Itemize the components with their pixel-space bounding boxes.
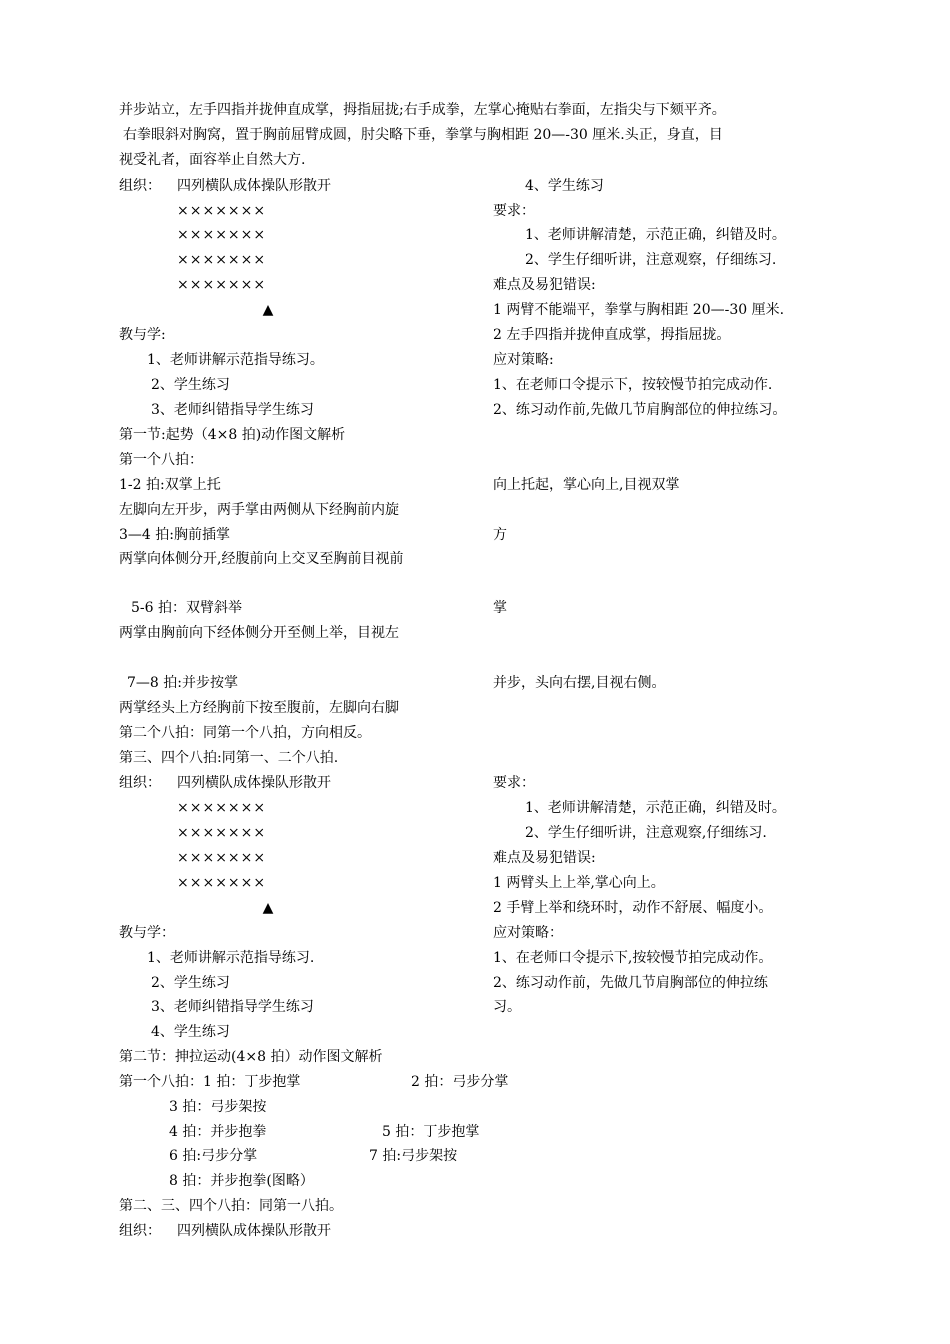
beat-7: 7 拍:弓步架按 [369,1148,458,1164]
formation-row: ××××××× [177,277,267,293]
beat-3-4-continuation: 方 [493,527,507,543]
requirement-item: 1、老师讲解清楚，示范正确，纠错及时。 [525,227,786,243]
beat-1-2-title: 1-2 拍:双掌上托 [119,477,221,493]
requirements-label: 要求： [493,203,535,219]
formation-row: ××××××× [177,252,267,268]
org-text: 四列横队成体操队形散开 [177,1223,331,1239]
teach-step: 1、老师讲解示范指导练习. [147,950,315,966]
second-eight-beats: 第二个八拍：同第一个八拍，方向相反。 [119,725,371,741]
org-text: 四列横队成体操队形散开 [177,178,331,194]
strategy-item: 习。 [493,999,521,1015]
formation-row: ××××××× [177,203,267,219]
teacher-triangle-icon: ▲ [262,900,274,916]
beat-5-6-desc: 两掌由胸前向下经体侧分开至侧上举，目视左 [119,625,399,641]
beat-6: 6 拍:弓步分掌 [169,1148,258,1164]
beat-4: 4 拍：并步抱拳 [169,1124,267,1140]
teach-step: 1、老师讲解示范指导练习。 [147,352,324,368]
formation-row: ××××××× [177,875,267,891]
beat-5: 5 拍：丁步抱掌 [382,1124,480,1140]
org-label: 组织： [119,1223,161,1239]
beat-1: 第一个八拍：1 拍：丁步抱掌 [119,1074,301,1090]
difficulty-item: 2 左手四指并拢伸直成掌，拇指屈拢。 [493,327,731,343]
formation-row: ××××××× [177,800,267,816]
teach-step: 2、学生练习 [151,975,230,991]
intro-line-2: 右拳眼斜对胸窝，置于胸前屈臂成圆，肘尖略下垂，拳掌与胸相距 20—-30 厘米.头正，身直，目 [123,127,723,143]
teach-step: 3、老师纠错指导学生练习 [151,999,314,1015]
teach-step: 3、老师纠错指导学生练习 [151,402,314,418]
strategy-item: 1、在老师口令提示下,按较慢节拍完成动作。 [493,950,773,966]
difficulty-item: 1 两臂头上上举,掌心向上。 [493,875,665,891]
formation-row: ××××××× [177,825,267,841]
beat-1-2-continuation: 向上托起，掌心向上,目视双掌 [493,477,680,493]
teach-step: 2、学生练习 [151,377,230,393]
beat-1-2-desc: 左脚向左开步，两手掌由两侧从下经胸前内旋 [119,502,399,518]
org-text: 四列横队成体操队形散开 [177,775,331,791]
beat-7-8-title: 7—8 拍:并步按掌 [127,675,238,691]
teach-step-4: 4、学生练习 [525,178,604,194]
teacher-triangle-icon: ▲ [262,302,274,318]
section-1-title: 第一节:起势（4×8 拍)动作图文解析 [119,427,346,443]
difficulty-item: 2 手臂上举和绕环时，动作不舒展、幅度小。 [493,900,773,916]
strategy-label: 应对策略： [493,925,563,941]
beat-2: 2 拍：弓步分掌 [411,1074,509,1090]
org-label: 组织： [119,178,161,194]
requirement-item: 2、学生仔细听讲，注意观察,仔细练习. [525,825,767,841]
difficulties-label: 难点及易犯错误: [493,277,596,293]
org-label: 组织： [119,775,161,791]
third-fourth-eight-beats: 第三、四个八拍:同第一、二个八拍. [119,750,339,766]
section-2-title: 第二节：抻拉运动(4×8 拍）动作图文解析 [119,1049,383,1065]
beat-7-8-desc: 两掌经头上方经胸前下按至腹前，左脚向右脚 [119,700,399,716]
beat-3-4-desc: 两掌向体侧分开,经腹前向上交叉至胸前目视前 [119,551,404,567]
beat-3-4-title: 3—4 拍:胸前插掌 [119,527,230,543]
strategy-item: 1、在老师口令提示下，按较慢节拍完成动作. [493,377,773,393]
remaining-eight-beats: 第二、三、四个八拍：同第一八拍。 [119,1198,343,1214]
teach-step: 4、学生练习 [151,1024,230,1040]
intro-line-3: 视受礼者，面容举止自然大方. [119,152,306,168]
difficulties-label: 难点及易犯错误: [493,850,596,866]
requirements-label: 要求： [493,775,535,791]
formation-row: ××××××× [177,227,267,243]
strategy-item: 2、练习动作前，先做几节肩胸部位的伸拉练 [493,975,768,991]
difficulty-item: 1 两臂不能端平，拳掌与胸相距 20—-30 厘米. [493,302,785,318]
beat-5-6-title: 5-6 拍：双臂斜举 [131,600,242,616]
beat-3: 3 拍：弓步架按 [169,1099,267,1115]
teach-label: 教与学： [119,925,175,941]
first-eight-beats: 第一个八拍： [119,452,203,468]
requirement-item: 1、老师讲解清楚，示范正确，纠错及时。 [525,800,786,816]
strategy-label: 应对策略: [493,352,554,368]
formation-row: ××××××× [177,850,267,866]
strategy-item: 2、练习动作前,先做几节肩胸部位的伸拉练习。 [493,402,787,418]
beat-7-8-continuation: 并步，头向右摆,目视右侧。 [493,675,666,691]
intro-line-1: 并步站立，左手四指并拢伸直成掌，拇指屈拢;右手成拳，左掌心掩贴右拳面，左指尖与下颏平齐。 [119,102,726,118]
requirement-item: 2、学生仔细听讲，注意观察，仔细练习. [525,252,777,268]
teach-label: 教与学: [119,327,166,343]
beat-5-6-continuation: 掌 [493,600,507,616]
beat-8: 8 拍：并步抱拳(图略） [169,1173,314,1189]
